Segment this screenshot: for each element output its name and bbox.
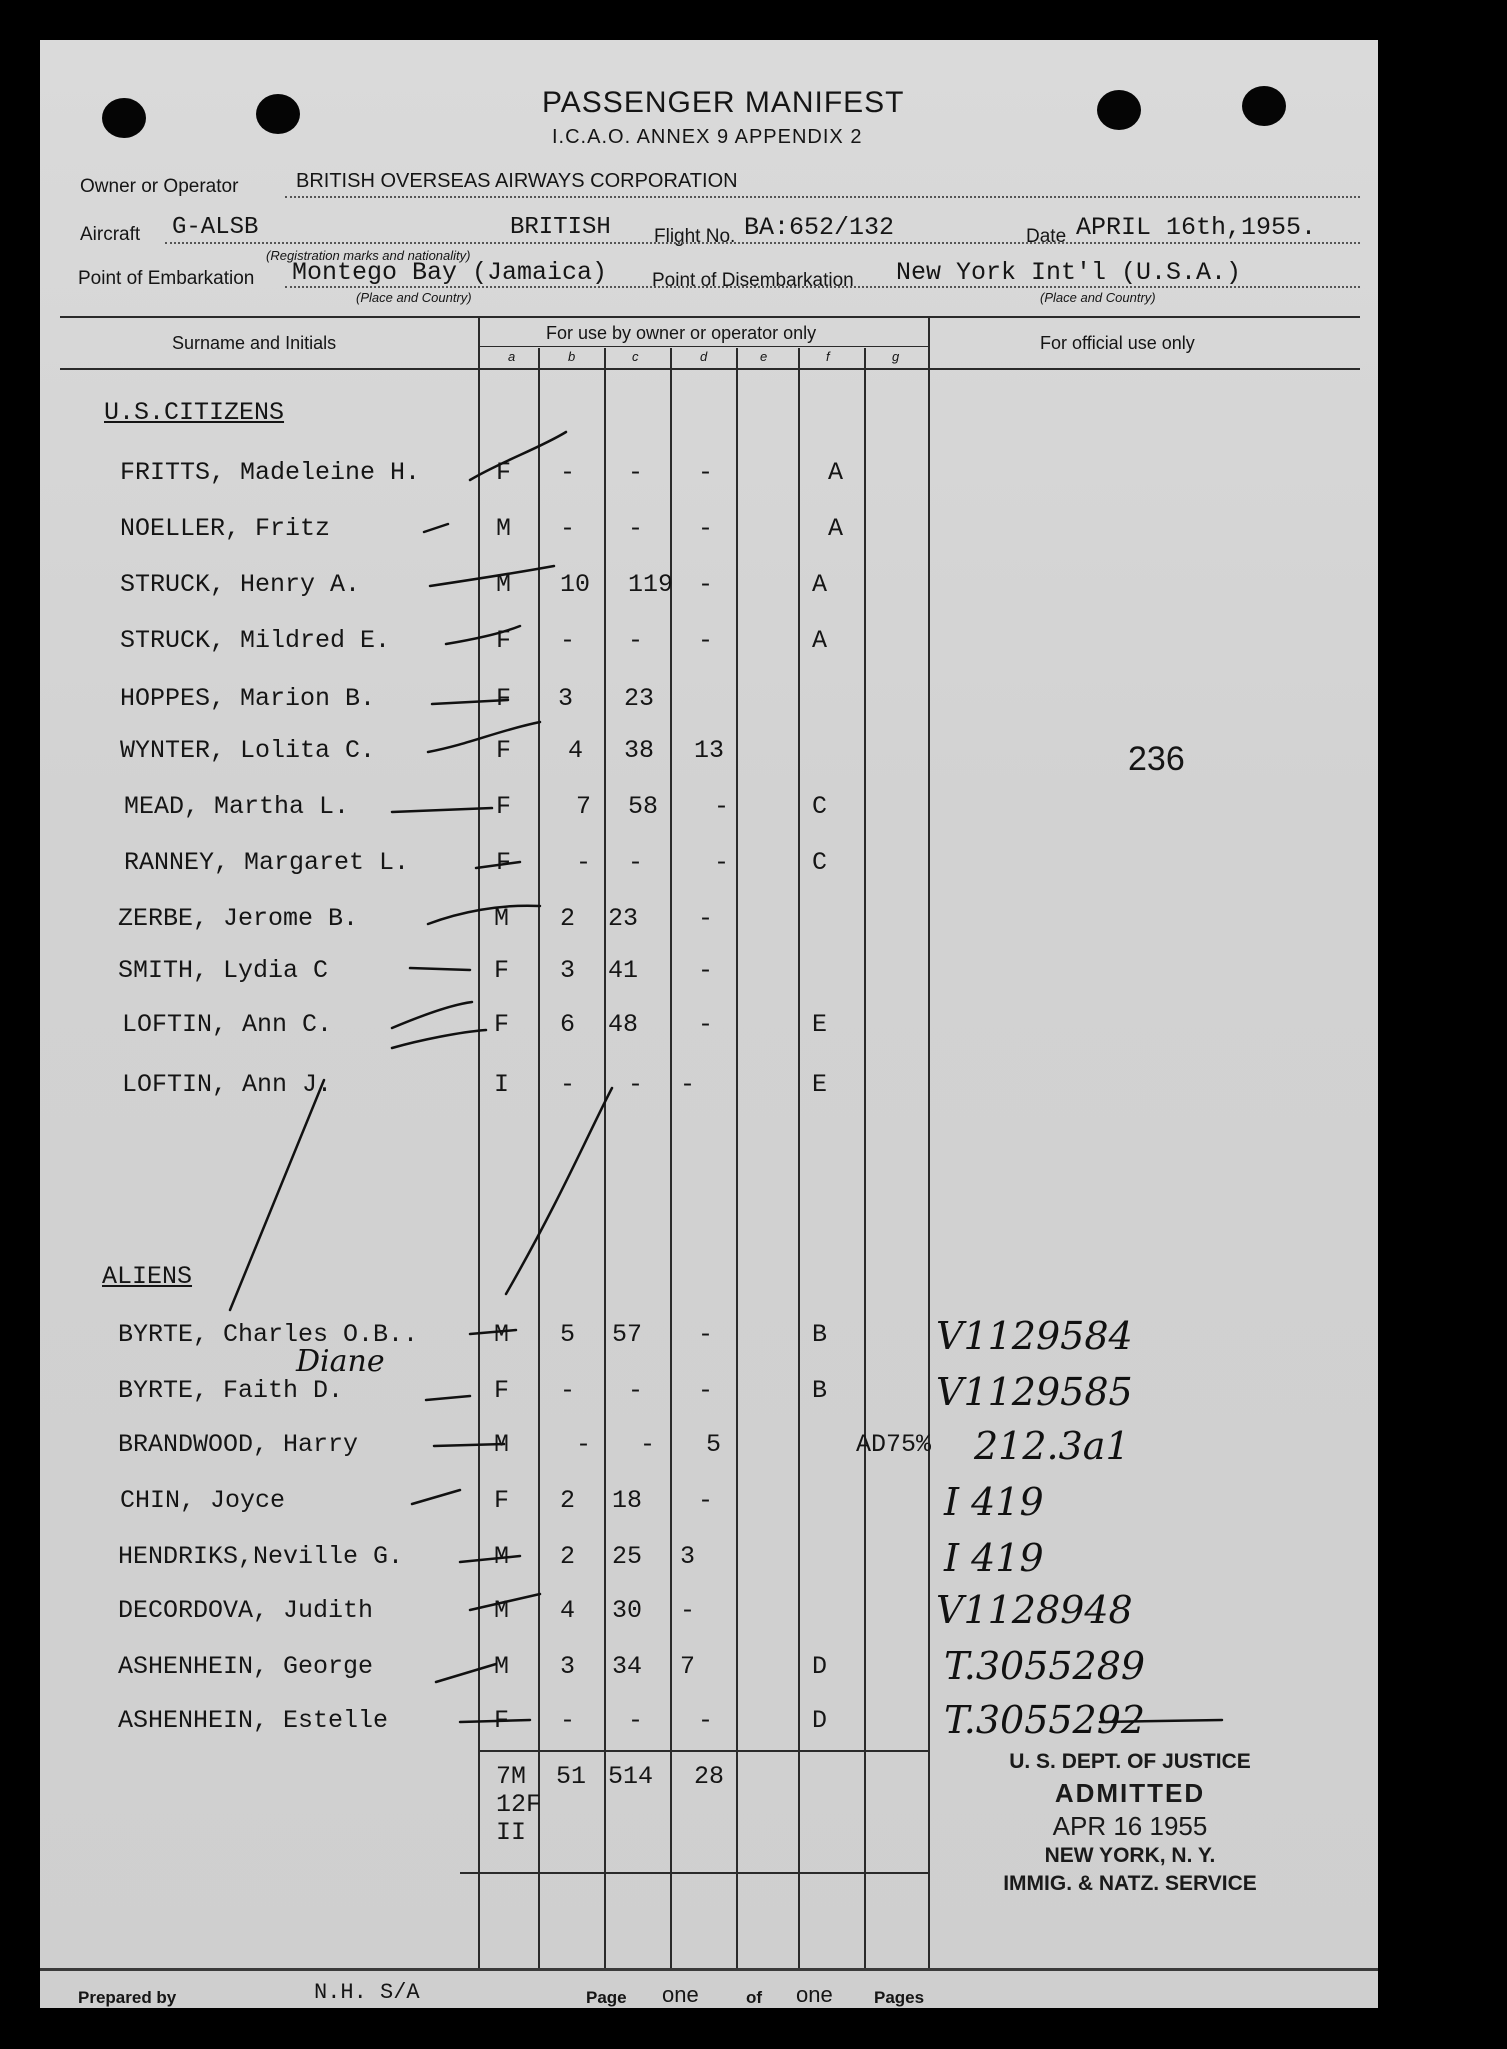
official-entry: V1129584 [936, 1314, 1133, 1358]
cell-c: 18 [612, 1486, 643, 1515]
punch-hole [1097, 90, 1141, 130]
cell-a: M [494, 1320, 510, 1349]
passenger-name: LOFTIN, Ann C. [122, 1010, 333, 1039]
stamp-line-3: APR 16 1955 [1052, 1811, 1208, 1841]
table-top-rule [60, 316, 1360, 318]
cell-a: F [496, 458, 512, 487]
admission-stamp [1000, 1750, 1260, 1896]
passenger-name: ZERBE, Jerome B. [118, 904, 359, 933]
cell-c: - [628, 1070, 644, 1099]
passenger-name: SMITH, Lydia C [118, 956, 329, 985]
date-value: APRIL 16th,1955. [1076, 213, 1317, 242]
handwritten-side-number: 236 [1128, 740, 1185, 778]
cell-f: C [812, 792, 828, 821]
table-row [0, 1480, 1507, 1528]
passenger-name: MEAD, Martha L. [124, 792, 350, 821]
embarkation-label: Point of Embarkation [78, 268, 255, 289]
cell-f: AD75% [856, 1430, 932, 1459]
stamp-line-1: U. S. DEPT. OF JUSTICE [1009, 1750, 1251, 1773]
cell-b: 2 [560, 1486, 576, 1515]
passenger-name: NOELLER, Fritz [120, 514, 331, 543]
cell-d: - [698, 570, 714, 599]
cell-d: - [698, 626, 714, 655]
table-row [0, 904, 1507, 944]
cell-a: F [494, 956, 510, 985]
table-row [0, 1698, 1507, 1748]
cell-d: - [698, 458, 714, 487]
cell-d: - [680, 1070, 696, 1099]
table-row [0, 1424, 1507, 1472]
cell-d: - [714, 848, 730, 877]
cell-d: - [698, 1486, 714, 1515]
cell-c: - [628, 1376, 644, 1405]
passenger-name: RANNEY, Margaret L. [124, 848, 410, 877]
cell-a: M [496, 570, 512, 599]
disembarkation-note: (Place and Country) [1040, 290, 1156, 305]
official-entry: I 419 [944, 1536, 1044, 1580]
cell-d: - [698, 1376, 714, 1405]
totals-rule [478, 1750, 928, 1752]
total-c: 514 [608, 1762, 654, 1791]
owner-label: Owner or Operator [80, 176, 239, 197]
col-header-owner-use: For use by owner or operator only [546, 323, 817, 343]
cell-f: B [812, 1376, 828, 1405]
cell-d: - [698, 514, 714, 543]
stamp-line-2: ADMITTED [1054, 1778, 1206, 1808]
embarkation-dotted-line [285, 286, 1360, 288]
passenger-name: STRUCK, Mildred E. [120, 626, 391, 655]
cell-b: 3 [560, 1652, 576, 1681]
cell-f: B [812, 1320, 828, 1349]
cell-a: F [496, 848, 512, 877]
cell-a: M [494, 1652, 510, 1681]
cell-b: - [576, 1430, 592, 1459]
official-entry: V1128948 [936, 1588, 1133, 1632]
prepared-by-label: Prepared by [78, 1988, 177, 2007]
cell-c: 34 [612, 1652, 643, 1681]
cell-c: 119 [628, 570, 674, 599]
cell-f: A [828, 514, 844, 543]
passenger-name: BRANDWOOD, Harry [118, 1430, 359, 1459]
cell-d: 5 [706, 1430, 722, 1459]
cell-b: 7 [576, 792, 592, 821]
table-row [0, 736, 1507, 776]
cell-b: 2 [560, 904, 576, 933]
cell-b: - [560, 1376, 576, 1405]
official-entry: T.3055289 [944, 1644, 1146, 1688]
passenger-name: BYRTE, Faith D. [118, 1376, 344, 1405]
cell-d: - [698, 956, 714, 985]
cell-c: 23 [624, 684, 655, 713]
date-label: Date [1026, 226, 1067, 247]
table-row [0, 458, 1507, 498]
cell-b: - [560, 458, 576, 487]
cell-d: - [714, 792, 730, 821]
owner-value: BRITISH OVERSEAS AIRWAYS CORPORATION [296, 170, 738, 192]
passenger-name: ASHENHEIN, George [118, 1652, 374, 1681]
aircraft-dotted-line [165, 242, 1360, 244]
disembarkation-label: Point of Disembarkation [652, 270, 854, 291]
cell-b: - [560, 1070, 576, 1099]
passenger-name: HENDRIKS,Neville G. [118, 1542, 404, 1571]
total-b: 51 [556, 1762, 587, 1791]
pages-label: Pages [874, 1988, 925, 2007]
cell-c: 38 [624, 736, 655, 765]
table-row [0, 626, 1507, 666]
subcol-e: e [760, 349, 768, 364]
of-label: of [746, 1988, 763, 2007]
cell-c: 41 [608, 956, 639, 985]
passenger-name: ASHENHEIN, Estelle [118, 1706, 389, 1735]
punch-hole [1242, 86, 1286, 126]
cell-c: 30 [612, 1596, 643, 1625]
punch-hole [256, 94, 300, 134]
cell-d: - [698, 904, 714, 933]
subcol-a: a [508, 349, 516, 364]
cell-a: F [496, 684, 512, 713]
cell-a: F [496, 736, 512, 765]
table-row [0, 1070, 1507, 1110]
page-label: Page [586, 1988, 627, 2007]
cell-b: 2 [560, 1542, 576, 1571]
cell-a: F [494, 1706, 510, 1735]
cell-f: A [828, 458, 844, 487]
cell-a: F [494, 1010, 510, 1039]
cell-b: - [560, 1706, 576, 1735]
cell-b: - [560, 514, 576, 543]
cell-b: 3 [560, 956, 576, 985]
cell-c: - [628, 626, 644, 655]
cell-f: A [812, 570, 828, 599]
table-row [0, 570, 1507, 610]
col-header-surname: Surname and Initials [172, 333, 337, 353]
cell-d: 3 [680, 1542, 696, 1571]
embarkation-value: Montego Bay (Jamaica) [292, 258, 608, 287]
manifest-title: PASSENGER MANIFEST [542, 86, 905, 119]
cell-b: 6 [560, 1010, 576, 1039]
table-row [0, 848, 1507, 888]
cell-d: 7 [680, 1652, 696, 1681]
official-entry: I 419 [944, 1480, 1044, 1524]
total-line-1: 7M [496, 1762, 527, 1791]
cell-c: 23 [608, 904, 639, 933]
cell-b: - [560, 626, 576, 655]
cell-a: F [494, 1486, 510, 1515]
cell-f: A [812, 626, 828, 655]
table-row [0, 1536, 1507, 1584]
passenger-name: HOPPES, Marion B. [120, 684, 376, 713]
cell-d: 13 [694, 736, 725, 765]
cell-d: - [698, 1010, 714, 1039]
embarkation-note: (Place and Country) [356, 290, 472, 305]
cell-f: D [812, 1652, 828, 1681]
aircraft-nationality: BRITISH [510, 214, 611, 241]
table-row [0, 1010, 1507, 1050]
cell-b: 4 [568, 736, 584, 765]
disembarkation-value: New York Int'l (U.S.A.) [896, 258, 1242, 287]
passenger-name: DECORDOVA, Judith [118, 1596, 374, 1625]
cell-f: E [812, 1010, 828, 1039]
cell-f: C [812, 848, 828, 877]
subcol-b: b [568, 349, 576, 364]
cell-a: F [496, 792, 512, 821]
total-line-3: II [496, 1818, 527, 1847]
passenger-name: LOFTIN, Ann J. [122, 1070, 333, 1099]
cell-b: 4 [560, 1596, 576, 1625]
cell-a: M [494, 1430, 510, 1459]
cell-c: - [640, 1430, 656, 1459]
cell-c: - [628, 458, 644, 487]
cell-a: M [494, 904, 510, 933]
aircraft-label: Aircraft [80, 224, 141, 245]
stamp-line-5: IMMIG. & NATZ. SERVICE [1003, 1872, 1257, 1895]
bottom-rule [460, 1872, 930, 1874]
cell-a: M [494, 1542, 510, 1571]
cell-d: - [680, 1596, 696, 1625]
table-row [0, 1370, 1507, 1418]
total-line-2: 12F [496, 1790, 542, 1819]
cell-c: 57 [612, 1320, 643, 1349]
official-entry: T.3055292 [944, 1698, 1146, 1742]
official-entry: 212.3a1 [974, 1424, 1130, 1468]
passenger-name: WYNTER, Lolita C. [120, 736, 376, 765]
total-d: 28 [694, 1762, 725, 1791]
table-row [0, 792, 1507, 832]
table-row [0, 956, 1507, 996]
cell-c: - [628, 514, 644, 543]
cell-f: E [812, 1070, 828, 1099]
table-row [0, 684, 1507, 724]
cell-c: - [628, 848, 644, 877]
col-header-official: For official use only [1040, 333, 1195, 353]
aircraft-registration: G-ALSB [172, 214, 259, 241]
passenger-name: FRITTS, Madeleine H. [120, 458, 421, 487]
cell-a: I [494, 1070, 510, 1099]
section-heading-aliens: ALIENS [102, 1262, 193, 1291]
official-entry: V1129585 [936, 1370, 1133, 1414]
cell-f: D [812, 1706, 828, 1735]
cell-c: 58 [628, 792, 659, 821]
passenger-name: STRUCK, Henry A. [120, 570, 361, 599]
passenger-name: BYRTE, Charles O.B.. [118, 1320, 419, 1349]
owner-dotted-line [285, 196, 1360, 198]
cell-b: 10 [560, 570, 591, 599]
stamp-line-4: NEW YORK, N. Y. [1044, 1844, 1216, 1867]
manifest-subtitle: I.C.A.O. ANNEX 9 APPENDIX 2 [552, 126, 863, 148]
registration-note: (Registration marks and nationality) [266, 248, 471, 263]
subcol-f: f [826, 349, 830, 364]
subcol-d: d [700, 349, 708, 364]
table-row [0, 514, 1507, 554]
page-value: one [662, 1982, 699, 2007]
flight-label: Flight No. [654, 226, 736, 247]
passenger-name: CHIN, Joyce [120, 1486, 286, 1515]
punch-hole [102, 98, 146, 138]
cell-a: F [494, 1376, 510, 1405]
section-heading-us-citizens: U.S.CITIZENS [104, 398, 285, 427]
prepared-by-value: N.H. S/A [314, 1980, 420, 2005]
cell-c: 48 [608, 1010, 639, 1039]
table-header-rule [60, 368, 1360, 370]
table-row [0, 1314, 1507, 1362]
table-row [0, 1588, 1507, 1638]
table-row [0, 1644, 1507, 1694]
cell-a: M [496, 514, 512, 543]
subcol-rule [480, 346, 930, 347]
of-value: one [796, 1982, 833, 2007]
cell-a: F [496, 626, 512, 655]
flight-number: BA:652/132 [744, 213, 895, 242]
cell-c: - [628, 1706, 644, 1735]
subcol-c: c [632, 349, 639, 364]
handwritten-diane: Diane [296, 1344, 385, 1379]
cell-d: - [698, 1320, 714, 1349]
footer-rule [40, 1968, 1378, 1971]
cell-b: 3 [558, 684, 574, 713]
cell-d: - [698, 1706, 714, 1735]
cell-c: 25 [612, 1542, 643, 1571]
cell-b: - [576, 848, 592, 877]
subcol-g: g [892, 349, 900, 364]
cell-a: M [494, 1596, 510, 1625]
cell-b: 5 [560, 1320, 576, 1349]
